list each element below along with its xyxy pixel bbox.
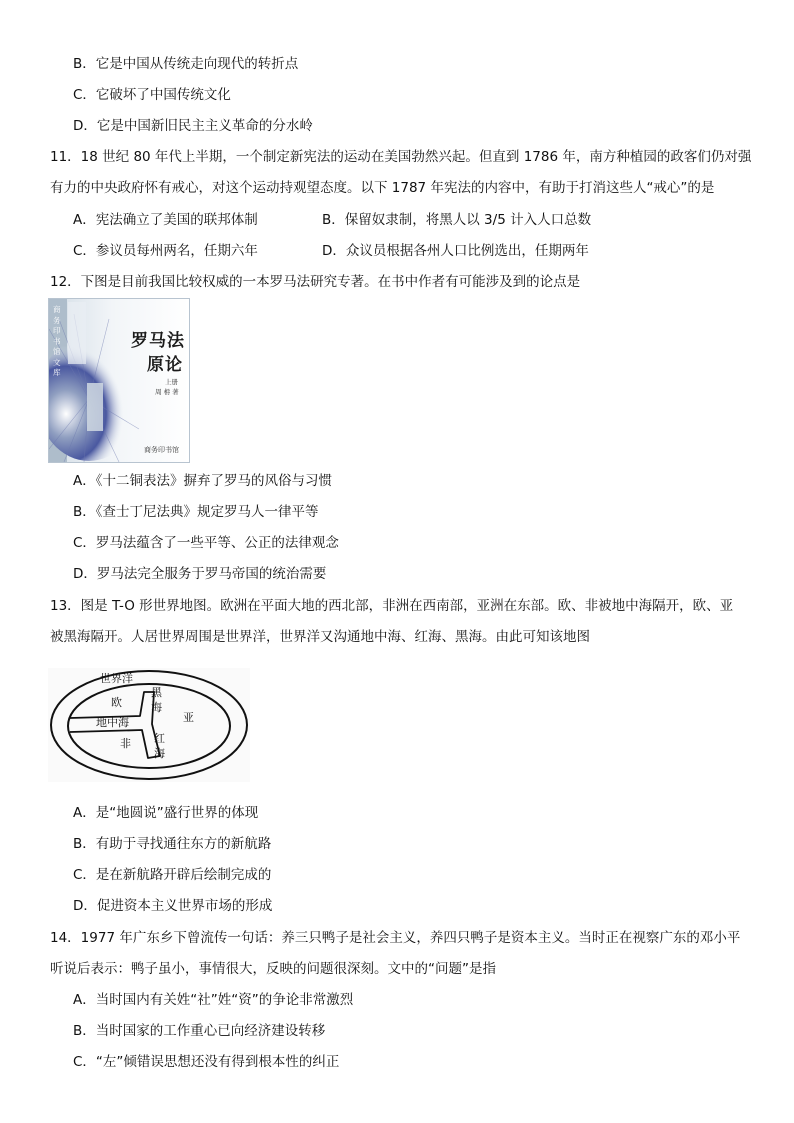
q13-option-b: B．有助于寻找通往东方的新航路 — [73, 836, 272, 852]
map-label-red-sea-1: 红 — [154, 732, 165, 745]
q13-stem-line1: 13．图是 T-O 形世界地图。欧洲在平面大地的西北部，非洲在西南部，亚洲在东部。欧、非被地中海隔开，欧、亚 — [50, 598, 734, 614]
q12-option-c: C．罗马法蕴含了一些平等、公正的法律观念 — [73, 535, 339, 551]
map-label-mediterranean: 地中海 — [96, 716, 129, 729]
map-label-europe: 欧 — [111, 696, 122, 709]
q13-option-a: A．是“地圆说”盛行世界的体现 — [73, 805, 259, 821]
q11-option-b: B．保留奴隶制，将黑人以 3/5 计入人口总数 — [322, 212, 592, 228]
q12-option-a: A．《十二铜表法》摒弃了罗马的风俗与习惯 — [73, 473, 332, 489]
cover-publisher: 商务印书馆 — [144, 446, 179, 454]
book-cover-image — [48, 298, 190, 463]
q14-stem-line1: 14．1977 年广东乡下曾流传一句话：养三只鸭子是社会主义，养四只鸭子是资本主义。当时正在视察广东的邓小平 — [50, 930, 741, 946]
q11-stem-line1: 11．18 世纪 80 年代上半期，一个制定新宪法的运动在美国勃然兴起。但直到 1786 年，南方种植园的政客们仍对强 — [50, 149, 752, 165]
t-o-map-diagram — [48, 668, 250, 782]
cover-series-name: 商务印书馆文库 — [53, 305, 61, 377]
map-label-africa: 非 — [120, 737, 131, 750]
q13-stem-line2: 被黑海隔开。人居世界周围是世界洋，世界洋又沟通地中海、红海、黑海。由此可知该地图 — [50, 629, 590, 645]
q11-stem-line2: 有力的中央政府怀有戒心，对这个运动持观望态度。以下 1787 年宪法的内容中，有助于打消这些人“戒心”的是 — [50, 180, 715, 196]
q10-option-b: B．它是中国从传统走向现代的转折点 — [73, 56, 299, 72]
map-label-black-sea-2: 海 — [151, 701, 162, 714]
cover-title-line1: 罗马法 — [131, 331, 185, 351]
q12-option-b: B．《查士丁尼法典》规定罗马人一律平等 — [73, 504, 319, 520]
t-o-world-map — [48, 668, 250, 782]
map-label-red-sea-2: 海 — [154, 747, 165, 760]
map-label-asia: 亚 — [183, 711, 194, 724]
cover-volume: 上册 — [165, 378, 178, 386]
q10-option-c: C．它破坏了中国传统文化 — [73, 87, 231, 103]
map-label-black-sea-1: 黑 — [151, 686, 162, 699]
q14-option-a: A．当时国内有关姓“社”姓“资”的争论非常激烈 — [73, 992, 354, 1008]
q11-option-d: D．众议员根据各州人口比例选出，任期两年 — [322, 243, 589, 259]
q14-option-b: B．当时国家的工作重心已向经济建设转移 — [73, 1023, 326, 1039]
q11-option-c: C．参议员每州两名，任期六年 — [73, 243, 258, 259]
q10-option-d: D．它是中国新旧民主主义革命的分水岭 — [73, 118, 313, 134]
cover-author: 周 枏 著 — [155, 388, 179, 396]
q11-option-a: A．宪法确立了美国的联邦体制 — [73, 212, 258, 228]
q12-option-d: D．罗马法完全服务于罗马帝国的统治需要 — [73, 566, 327, 582]
map-label-ocean: 世界洋 — [100, 672, 133, 685]
q13-option-d: D．促进资本主义世界市场的形成 — [73, 898, 273, 914]
cover-title-line2: 原论 — [147, 355, 183, 375]
q12-stem: 12．下图是目前我国比较权威的一本罗马法研究专著。在书中作者有可能涉及到的论点是 — [50, 274, 581, 290]
q14-stem-line2: 听说后表示：鸭子虽小，事情很大，反映的问题很深刻。文中的“问题”是指 — [50, 961, 496, 977]
q14-option-c: C．“左”倾错误思想还没有得到根本性的纠正 — [73, 1054, 340, 1070]
q13-option-c: C．是在新航路开辟后绘制完成的 — [73, 867, 272, 883]
